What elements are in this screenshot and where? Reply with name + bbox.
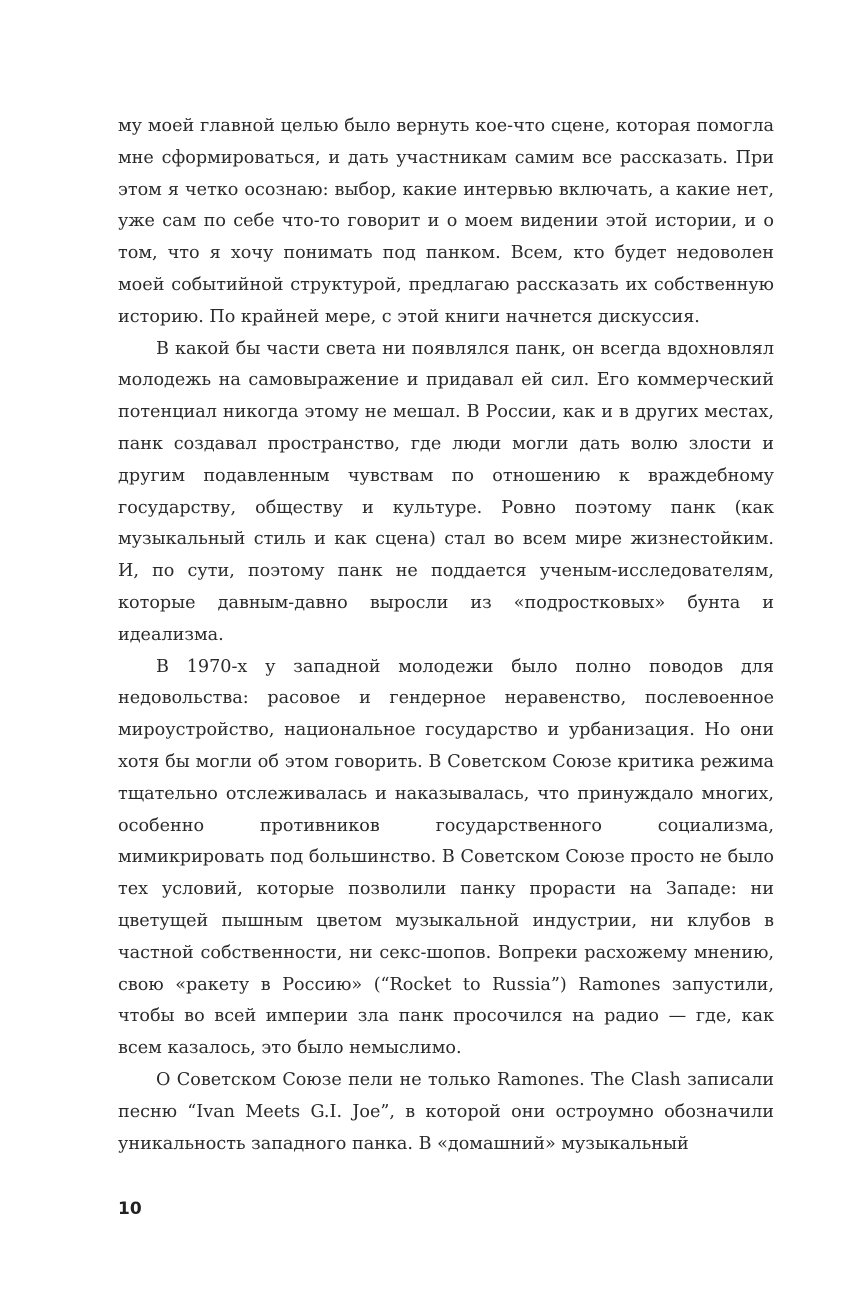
- paragraph-continued: му моей главной целью было вернуть кое-что сцене, которая помогла мне сформироваться, и дать участникам самим все рассказать. При этом я четко осознаю: выбор, какие интервью включать, а какие нет, уже сам по себе что-то говорит и о моем видении этой истории, и о том, что я хочу понимать под панком. Всем, кто будет недоволен моей событийной структурой, предлагаю рассказать их собственную историю. По крайней мере, с этой книги начнется дискуссия.: [118, 116, 774, 327]
- body-text: [118, 111, 774, 1160]
- paragraph: В какой бы части света ни появлялся панк, он всегда вдохновлял молодежь на самовыражение и придавал ей сил. Его коммерческий потенциал никогда этому не мешал. В России, как и в других местах, панк создавал пространство, где люди могли дать волю злости и другим подавленным чувствам по отношению к враждебному государству, обществу и культуре. Ровно поэтому панк (как музыкальный стиль и как сцена) стал во всем мире жизнестойким. И, по сути, поэтому панк не поддается ученым-исследователям, которые давным-давно выросли из «подростковых» бунта и идеализма.: [118, 338, 774, 645]
- page-number: 10: [118, 1199, 142, 1219]
- paragraph: В 1970-х у западной молодежи было полно поводов для недовольства: расовое и гендерное неравенство, послевоенное мироустройство, национальное государство и урбанизация. Но они хотя бы могли об этом говорить. В Советском Союзе критика режима тщательно отслеживалась и наказывалась, что принуждало многих, особенно противников государственного социализма, мимикрировать под большинство. В Советском Союзе просто не было тех условий, которые позволили панку прорасти на Западе: ни цветущей пышным цветом музыкальной индустрии, ни клубов в частной собственности, ни секс-шопов. Вопреки расхожему мнению, свою «ракету в Россию» (“Rocket to Russia”) Ramones запустили, чтобы во всей империи зла панк просочился на радио — где, как всем казалось, это было немыслимо.: [118, 656, 774, 1059]
- paragraph: О Советском Союзе пели не только Ramones. The Clash записали песню “Ivan Meets G.I. Joe”, в которой они остроумно обозначили уникальность западного панка. В «домашний» музыкальный: [118, 1069, 774, 1154]
